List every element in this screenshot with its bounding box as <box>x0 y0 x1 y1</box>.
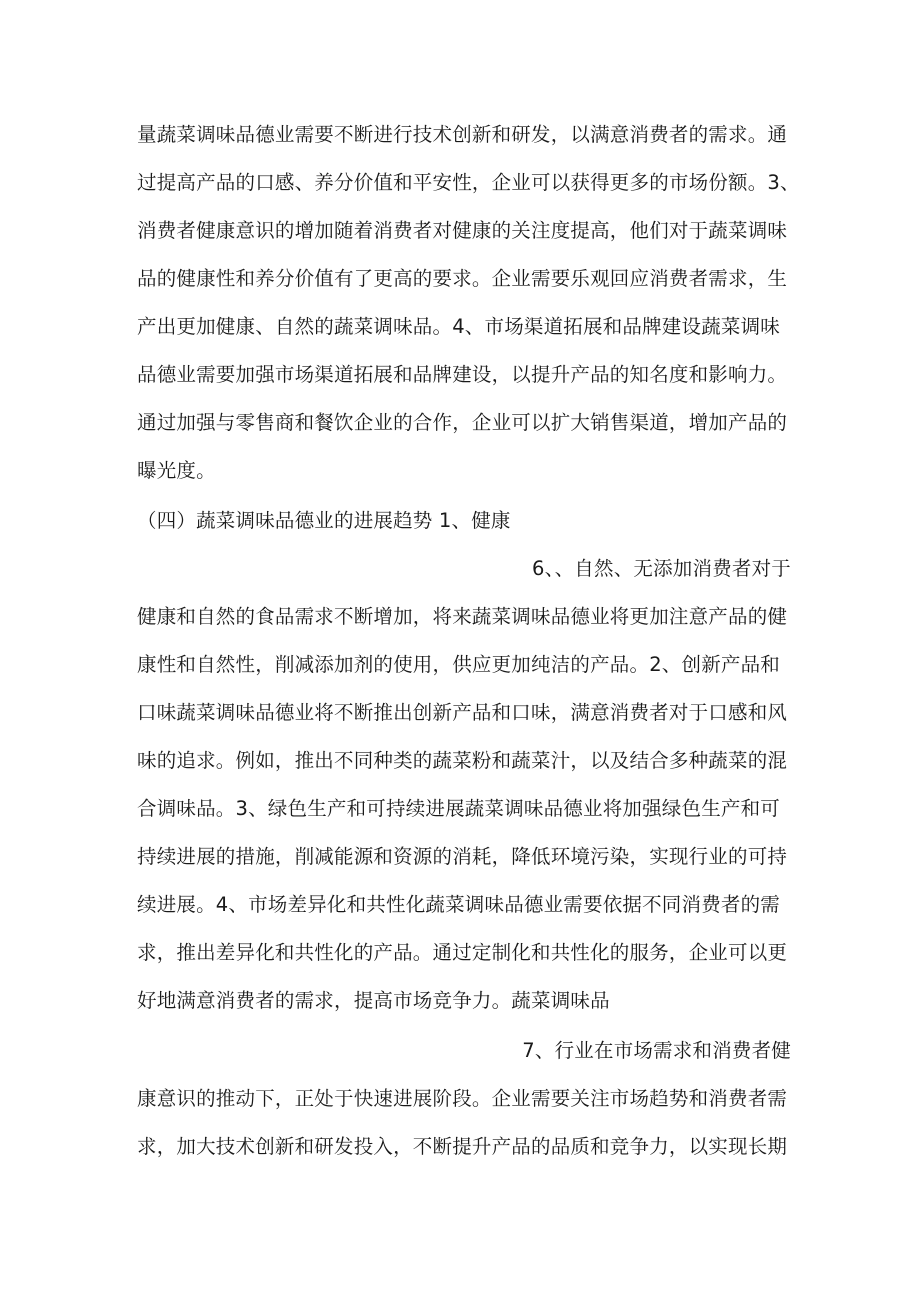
text-line-3: 消费者健康意识的增加随着消费者对健康的关注度提高，他们对于蔬菜调味 <box>137 219 788 242</box>
text-line-21: 康意识的推动下，正处于快速进展阶段。企业需要关注市场趋势和消费者需 <box>137 1087 788 1110</box>
text-line-13: 口味蔬菜调味品德业将不断推出创新产品和口味，满意消费者对于口感和风 <box>137 701 788 724</box>
text-line-22: 求，加大技术创新和研发投入，不断提升产品的品质和竞争力，以实现长期 <box>137 1135 788 1158</box>
list-item-7-start: 7、行业在市场需求和消费者健 <box>522 1039 791 1062</box>
text-line-19: 好地满意消费者的需求，提高市场竞争力。蔬菜调味品 <box>137 989 610 1012</box>
text-line-12: 康性和自然性，削减添加剂的使用，供应更加纯洁的产品。2、创新产品和 <box>137 653 781 676</box>
list-item-6-start: 6、、自然、无添加消费者对于 <box>532 557 791 580</box>
text-line-17: 续进展。4、市场差异化和共性化蔬菜调味品德业需要依据不同消费者的需 <box>137 893 781 916</box>
text-line-15: 合调味品。3、绿色生产和可持续进展蔬菜调味品德业将加强绿色生产和可 <box>137 797 781 820</box>
text-line-18: 求，推出差异化和共性化的产品。通过定制化和共性化的服务，企业可以更 <box>137 941 788 964</box>
text-line-16: 持续进展的措施，削减能源和资源的消耗，降低环境污染，实现行业的可持 <box>137 845 788 868</box>
text-line-11: 健康和自然的食品需求不断增加，将来蔬菜调味品德业将更加注意产品的健 <box>137 605 788 628</box>
section-heading: （四）蔬菜调味品德业的进展趋势 1、健康 <box>137 509 511 532</box>
text-line-2: 过提高产品的口感、养分价值和平安性，企业可以获得更多的市场份额。3、 <box>137 171 800 194</box>
text-line-4: 品的健康性和养分价值有了更高的要求。企业需要乐观回应消费者需求，生 <box>137 267 788 290</box>
text-line-1: 量蔬菜调味品德业需要不断进行技术创新和研发，以满意消费者的需求。通 <box>137 123 788 146</box>
text-line-7: 通过加强与零售商和餐饮企业的合作，企业可以扩大销售渠道，增加产品的 <box>137 411 788 434</box>
text-line-5: 产出更加健康、自然的蔬菜调味品。4、市场渠道拓展和品牌建设蔬菜调味 <box>137 315 781 338</box>
text-line-6: 品德业需要加强市场渠道拓展和品牌建设，以提升产品的知名度和影响力。 <box>137 363 788 386</box>
text-line-14: 味的追求。例如，推出不同种类的蔬菜粉和蔬菜汁，以及结合多种蔬菜的混 <box>137 749 788 772</box>
text-line-8: 曝光度。 <box>137 459 216 482</box>
